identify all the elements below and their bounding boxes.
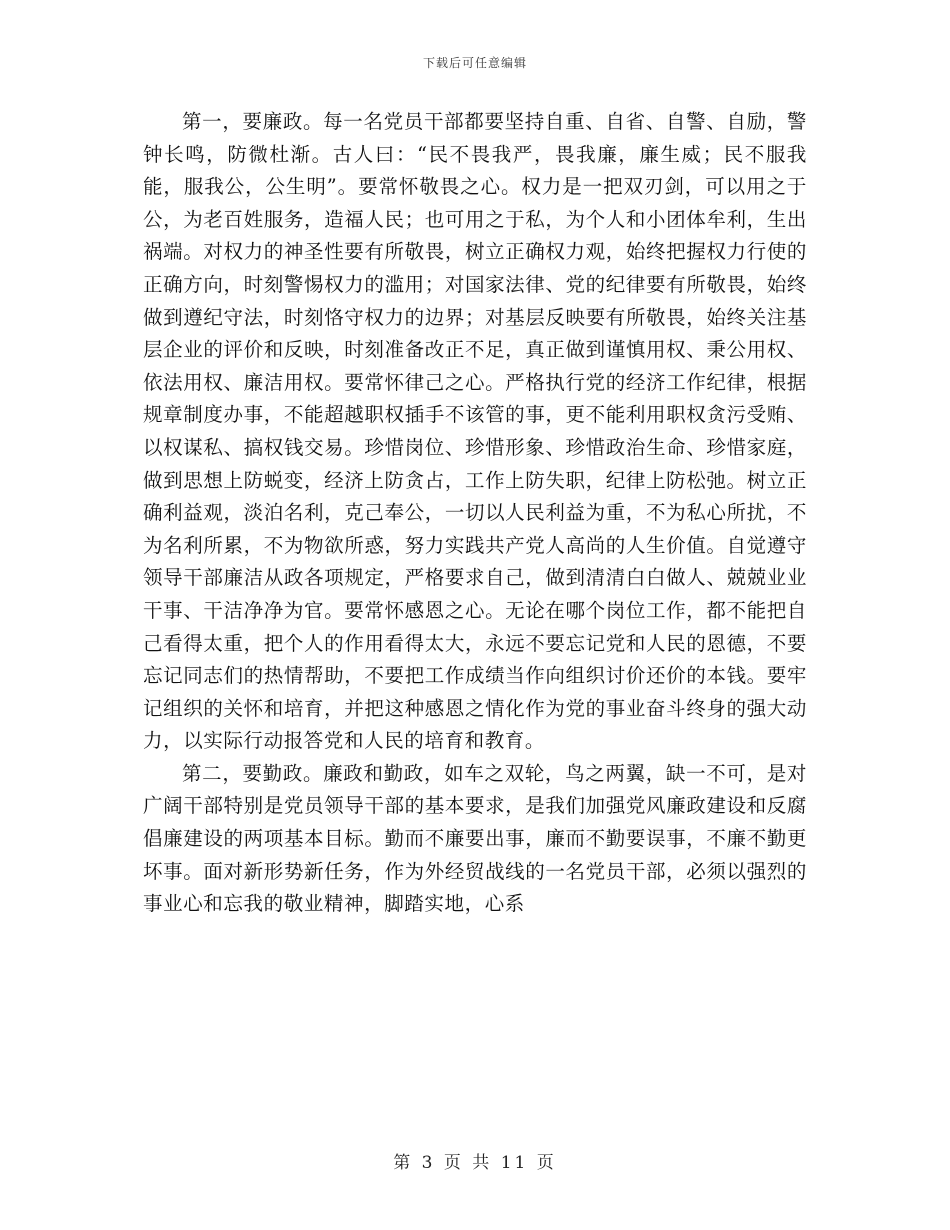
document-body [143, 106, 807, 921]
page-header: 下载后可任意编辑 [422, 56, 527, 70]
page-number-footer: 第 3 页 共 11 页 [393, 1153, 557, 1173]
paragraph-1: 第一，要廉政。每一名党员干部都要坚持自重、自省、自警、自励，警钟长鸣，防微杜渐。古人曰：“民不畏我严，畏我廉，廉生威；民不服我能，服我公，公生明”。要常怀敬畏之心。权力是一把双刃剑，可以用之于公，为老百姓服务，造福人民；也可用之于私，为个人和小团体牟利，生出祸端。对权力的神圣性要有所敬畏，树立正确权力观，始终把握权力行使的正确方向，时刻警惕权力的滥用；对国家法律、党的纪律要有所敬畏，始终做到遵纪守法，时刻恪守权力的边界；对基层反映要有所敬畏，始终关注基层企业的评价和反映，时刻准备改正不足，真正做到谨慎用权、秉公用权、依法用权、廉洁用权。要常怀律己之心。严格执行党的经济工作纪律，根据规章制度办事，不能超越职权插手不该管的事，更不能利用职权贪污受贿、以权谋私、搞权钱交易。珍惜岗位、珍惜形象、珍惜政治生命、珍惜家庭，做到思想上防蜕变，经济上防贪占，工作上防失职，纪律上防松弛。树立正确利益观，淡泊名利，克己奉公，一切以人民利益为重，不为私心所扰，不为名利所累，不为物欲所惑，努力实践共产党人高尚的人生价值。自觉遵守领导干部廉洁从政各项规定，严格要求自己，做到清清白白做人、兢兢业业干事、干洁净净为官。要常怀感恩之心。无论在哪个岗位工作，都不能把自己看得太重，把个人的作用看得太大，永远不要忘记党和人民的恩德，不要忘记同志们的热情帮助，不要把工作成绩当作向组织讨价还价的本钱。要牢记组织的关怀和培育，并把这种感恩之情化作为党的事业奋斗终身的强大动力，以实际行动报答党和人民的培育和教育。 [143, 110, 807, 753]
paragraph-2: 第二，要勤政。廉政和勤政，如车之双轮，鸟之两翼，缺一不可，是对广阔干部特别是党员领导干部的基本要求，是我们加强党风廉政建设和反腐倡廉建设的两项基本目标。勤而不廉要出事，廉而不勤要误事，不廉不勤更坏事。面对新形势新任务，作为外经贸战线的一名党员干部，必须以强烈的事业心和忘我的敬业精神，脚踏实地，心系 [143, 761, 807, 916]
